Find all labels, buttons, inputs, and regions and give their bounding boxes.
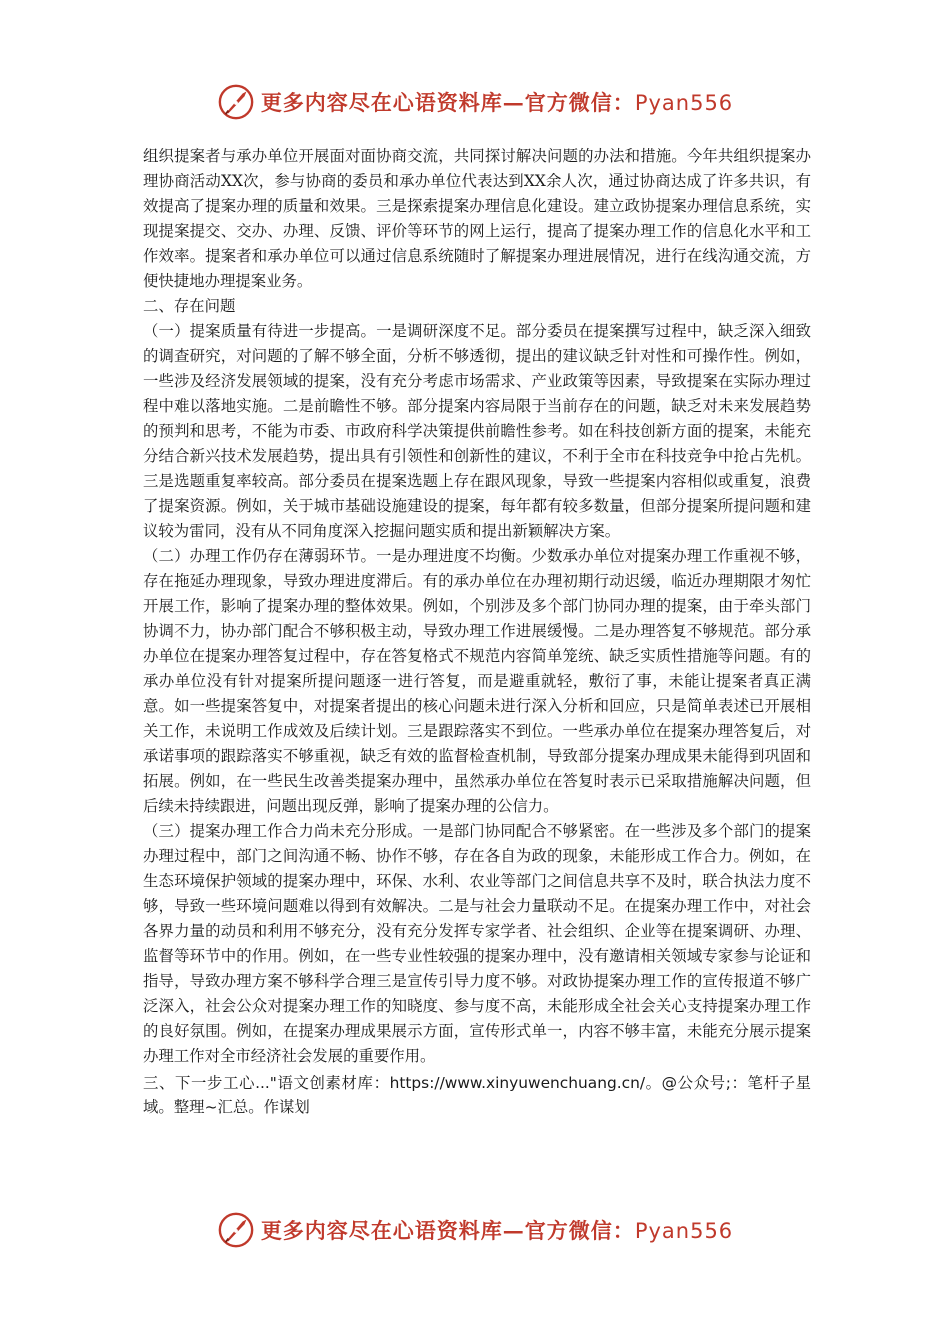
quill-pen-logo (217, 83, 255, 121)
banner-text: 更多内容尽在心语资料库—官方微信：Pyan556 (260, 1218, 734, 1243)
document-body (143, 144, 811, 1119)
banner-handle: Pyan556 (634, 91, 734, 115)
paragraph-continuation: 组织提案者与承办单位开展面对面协商交流，共同探讨解决问题的办法和措施。今年共组织提案办理协商活动XX次，参与协商的委员和承办单位代表达到XX余人次，通过协商达成了许多共识，有效提高了提案办理的质量和效果。三是探索提案办理信息化建设。建立政协提案办理信息系统，实现提案提交、交办、办理、反馈、评价等环节的网上运行，提高了提案办理工作的信息化水平和工作效率。提案者和承办单位可以通过信息系统随时了解提案办理进展情况，进行在线沟通交流，方便快捷地办理提案业务。 (143, 147, 811, 290)
paragraph-synergy: （三）提案办理工作合力尚未充分形成。一是部门协同配合不够紧密。在一些涉及多个部门的提案办理过程中，部门之间沟通不畅、协作不够，存在各自为政的现象，未能形成工作合力。例如，在生态环境保护领域的提案办理中，环保、水利、农业等部门之间信息共享不及时，联合执法力度不够，导致一些环境问题难以得到有效解决。二是与社会力量联动不足。在提案办理工作中，对社会各界力量的动员和利用不够充分，没有充分发挥专家学者、社会组织、企业等在提案调研、办理、监督等环节中的作用。例如，在一些专业性较强的提案办理中，没有邀请相关领域专家参与论证和指导，导致办理方案不够科学合理三是宣传引导力度不够。对政协提案办理工作的宣传报道不够广泛深入，社会公众对提案办理工作的知晓度、参与度不高，未能形成全社会关心支持提案办理工作的良好氛围。例如，在提案办理成果展示方面，宣传形式单一，内容不够丰富，未能充分展示提案办理工作对全市经济社会发展的重要作用。 (143, 822, 811, 1065)
paragraph-handling-weakness: （二）办理工作仍存在薄弱环节。一是办理进度不均衡。少数承办单位对提案办理工作重视不够，存在拖延办理现象，导致办理进度滞后。有的承办单位在办理初期行动迟缓，临近办理期限才匆忙开展工作，影响了提案办理的整体效果。例如，个别涉及多个部门协同办理的提案，由于牵头部门协调不力，协办部门配合不够积极主动，导致办理工作进展缓慢。二是办理答复不够规范。部分承办单位在提案办理答复过程中，存在答复格式不规范内容简单笼统、缺乏实质性措施等问题。有的承办单位没有针对提案所提问题逐一进行答复，而是避重就轻，敷衍了事，未能让提案者真正满意。如一些提案答复中，对提案者提出的核心问题未进行深入分析和回应，只是简单表述已开展相关工作，未说明工作成效及后续计划。三是跟踪落实不到位。一些承办单位在提案办理答复后，对承诺事项的跟踪落实不够重视，缺乏有效的监督检查机制，导致部分提案办理成果未能得到巩固和拓展。例如，在一些民生改善类提案办理中，虽然承办单位在答复时表示已采取措施解决问题，但后续未持续跟进，问题出现反弹，影响了提案办理的公信力。 (143, 547, 811, 815)
quill-pen-logo (217, 1211, 255, 1249)
banner-handle: Pyan556 (634, 1219, 734, 1243)
section-heading-problems: 二、存在问题 (143, 297, 236, 315)
paragraph-proposal-quality: （一）提案质量有待进一步提高。一是调研深度不足。部分委员在提案撰写过程中，缺乏深入细致的调查研究，对问题的了解不够全面，分析不够透彻，提出的建议缺乏针对性和可操作性。例如，一些涉及经济发展领域的提案，没有充分考虑市场需求、产业政策等因素，导致提案在实际办理过程中难以落地实施。二是前瞻性不够。部分提案内容局限于当前存在的问题，缺乏对未来发展趋势的预判和思考，不能为市委、市政府科学决策提供前瞻性参考。如在科技创新方面的提案，未能充分结合新兴技术发展趋势，提出具有引领性和创新性的建议，不利于全市在科技竞争中抢占先机。三是选题重复率较高。部分委员在提案选题上存在跟风现象，导致一些提案内容相似或重复，浪费了提案资源。例如，关于城市基础设施建设的提案，每年都有较多数量，但部分提案所提问题和建议较为雷同，没有从不同角度深入挖掘问题实质和提出新颖解决方案。 (143, 322, 811, 540)
banner-text: 更多内容尽在心语资料库—官方微信：Pyan556 (260, 90, 734, 115)
section-heading-next-steps: 三、下一步工心..."语文创素材库：https://www.xinyuwenchuang.cn/。@公众号;：笔杆子星域。整理~汇总。作谋划 (143, 1074, 811, 1116)
footer-banner (0, 1210, 950, 1250)
header-banner (0, 82, 950, 122)
